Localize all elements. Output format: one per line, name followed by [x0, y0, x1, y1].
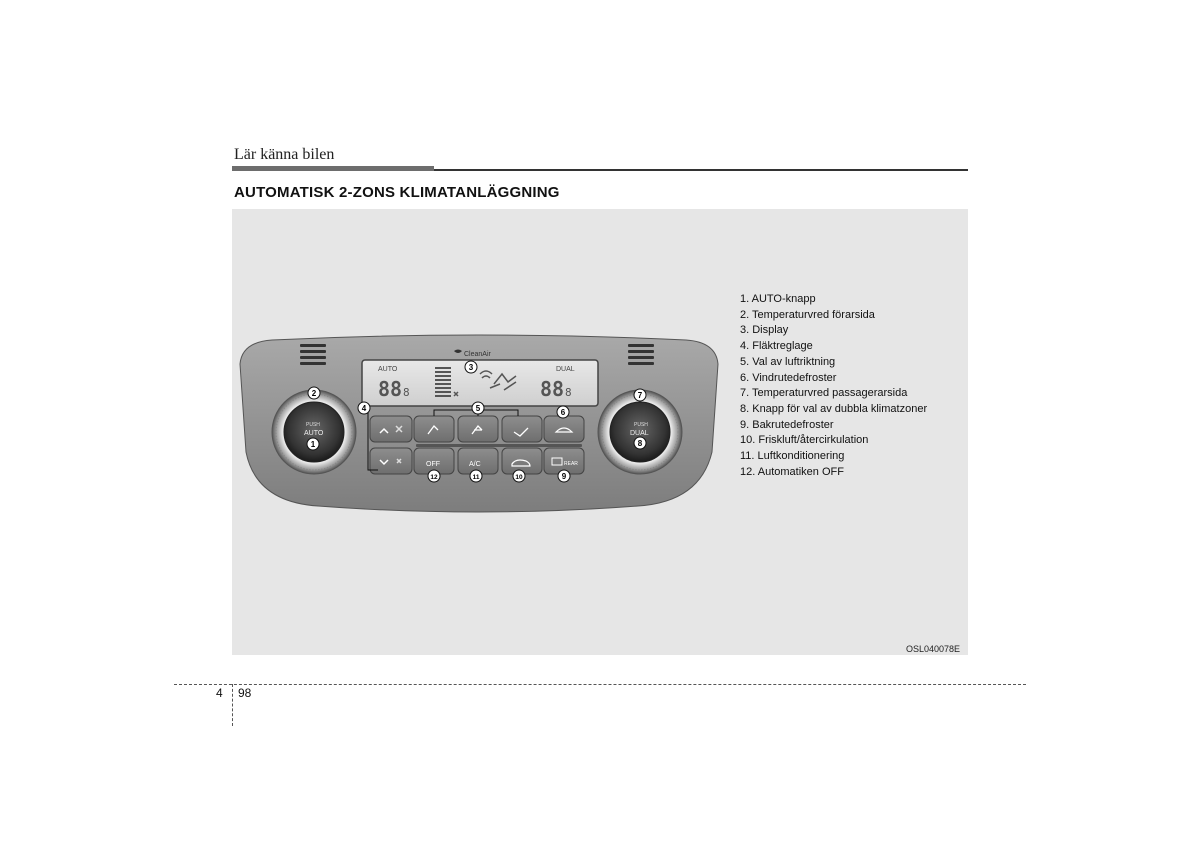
chapter-number: 4 [216, 686, 223, 700]
callout-12 [428, 470, 440, 482]
mode-face-feet-button[interactable] [458, 416, 498, 442]
legend-item-5: 5. Val av luftriktning [740, 355, 836, 368]
footer-rule [174, 684, 1026, 685]
legend-item-9: 9. Bakrutedefroster [740, 418, 834, 431]
page-number: 98 [238, 686, 252, 700]
legend-item-12: 12. Automatiken OFF [740, 465, 844, 478]
figure-legend [740, 292, 970, 480]
callout-10 [513, 470, 525, 482]
running-header: Lär känna bilen [234, 146, 335, 163]
svg-text:12: 12 [430, 474, 438, 481]
button-divider [416, 444, 582, 447]
svg-text:8: 8 [637, 439, 643, 448]
svg-text:11: 11 [472, 474, 480, 481]
rear-label: REAR [564, 461, 578, 467]
callout-3 [465, 361, 477, 373]
legend-item-2: 2. Temperaturvred förarsida [740, 308, 875, 321]
callout-11 [470, 470, 482, 482]
svg-text:1: 1 [310, 440, 316, 449]
display-auto-label: AUTO [378, 366, 398, 373]
legend-item-1: 1. AUTO-knapp [740, 293, 816, 305]
cleanair-label: CleanAir [464, 351, 491, 358]
left-temperature-decimal: 8 [403, 386, 410, 399]
footer-divider [232, 684, 233, 726]
mode-feet-button[interactable] [502, 416, 542, 442]
callout-2 [308, 387, 320, 399]
right-knob-push-label: PUSH [634, 422, 648, 428]
legend-item-3: 3. Display [740, 324, 789, 337]
right-knob-dual-label: DUAL [630, 430, 649, 437]
legend-item-8: 8. Knapp för val av dubbla klimatzoner [740, 402, 928, 415]
svg-text:3: 3 [468, 363, 474, 372]
left-knob-push-label: PUSH [306, 422, 320, 428]
climate-control-panel [238, 334, 720, 516]
off-label: OFF [426, 461, 440, 468]
svg-text:4: 4 [361, 404, 367, 413]
svg-text:6: 6 [560, 408, 566, 417]
windshield-defrost-button[interactable] [544, 416, 584, 442]
section-title: AUTOMATISK 2-ZONS KLIMATANLÄGGNING [234, 184, 560, 201]
ac-label: A/C [469, 461, 481, 468]
right-temperature-decimal: 8 [565, 386, 572, 399]
recirculation-button[interactable] [502, 448, 542, 474]
callout-7 [634, 389, 646, 401]
left-temperature-readout: 88 [378, 377, 403, 401]
svg-text:10: 10 [515, 474, 523, 481]
header-rule [434, 169, 968, 171]
display-dual-label: DUAL [556, 366, 575, 373]
callout-5 [472, 402, 484, 414]
header-bar-thick [232, 166, 434, 171]
svg-text:9: 9 [561, 472, 567, 481]
passenger-temperature-knob[interactable] [598, 390, 682, 474]
legend-item-11: 11. Luftkonditionering [740, 450, 845, 463]
left-knob-auto-label: AUTO [304, 430, 324, 437]
callout-9 [558, 470, 570, 482]
figure-code: OSL040078E [906, 644, 961, 654]
svg-text:5: 5 [475, 404, 481, 413]
callout-6 [557, 406, 569, 418]
legend-item-10: 10. Friskluft/återcirkulation [740, 434, 869, 447]
callout-1 [307, 438, 319, 450]
callout-4 [358, 402, 370, 414]
legend-item-6: 6. Vindrutedefroster [740, 371, 837, 384]
callout-8 [634, 437, 646, 449]
fan-up-button[interactable] [370, 416, 412, 442]
svg-text:2: 2 [311, 389, 317, 398]
right-temperature-readout: 88 [540, 377, 565, 401]
legend-item-4: 4. Fläktreglage [740, 340, 813, 353]
svg-text:7: 7 [637, 391, 643, 400]
driver-temperature-knob[interactable] [272, 390, 356, 474]
legend-item-7: 7. Temperaturvred passagerarsida [740, 387, 908, 400]
mode-face-button[interactable] [414, 416, 454, 442]
